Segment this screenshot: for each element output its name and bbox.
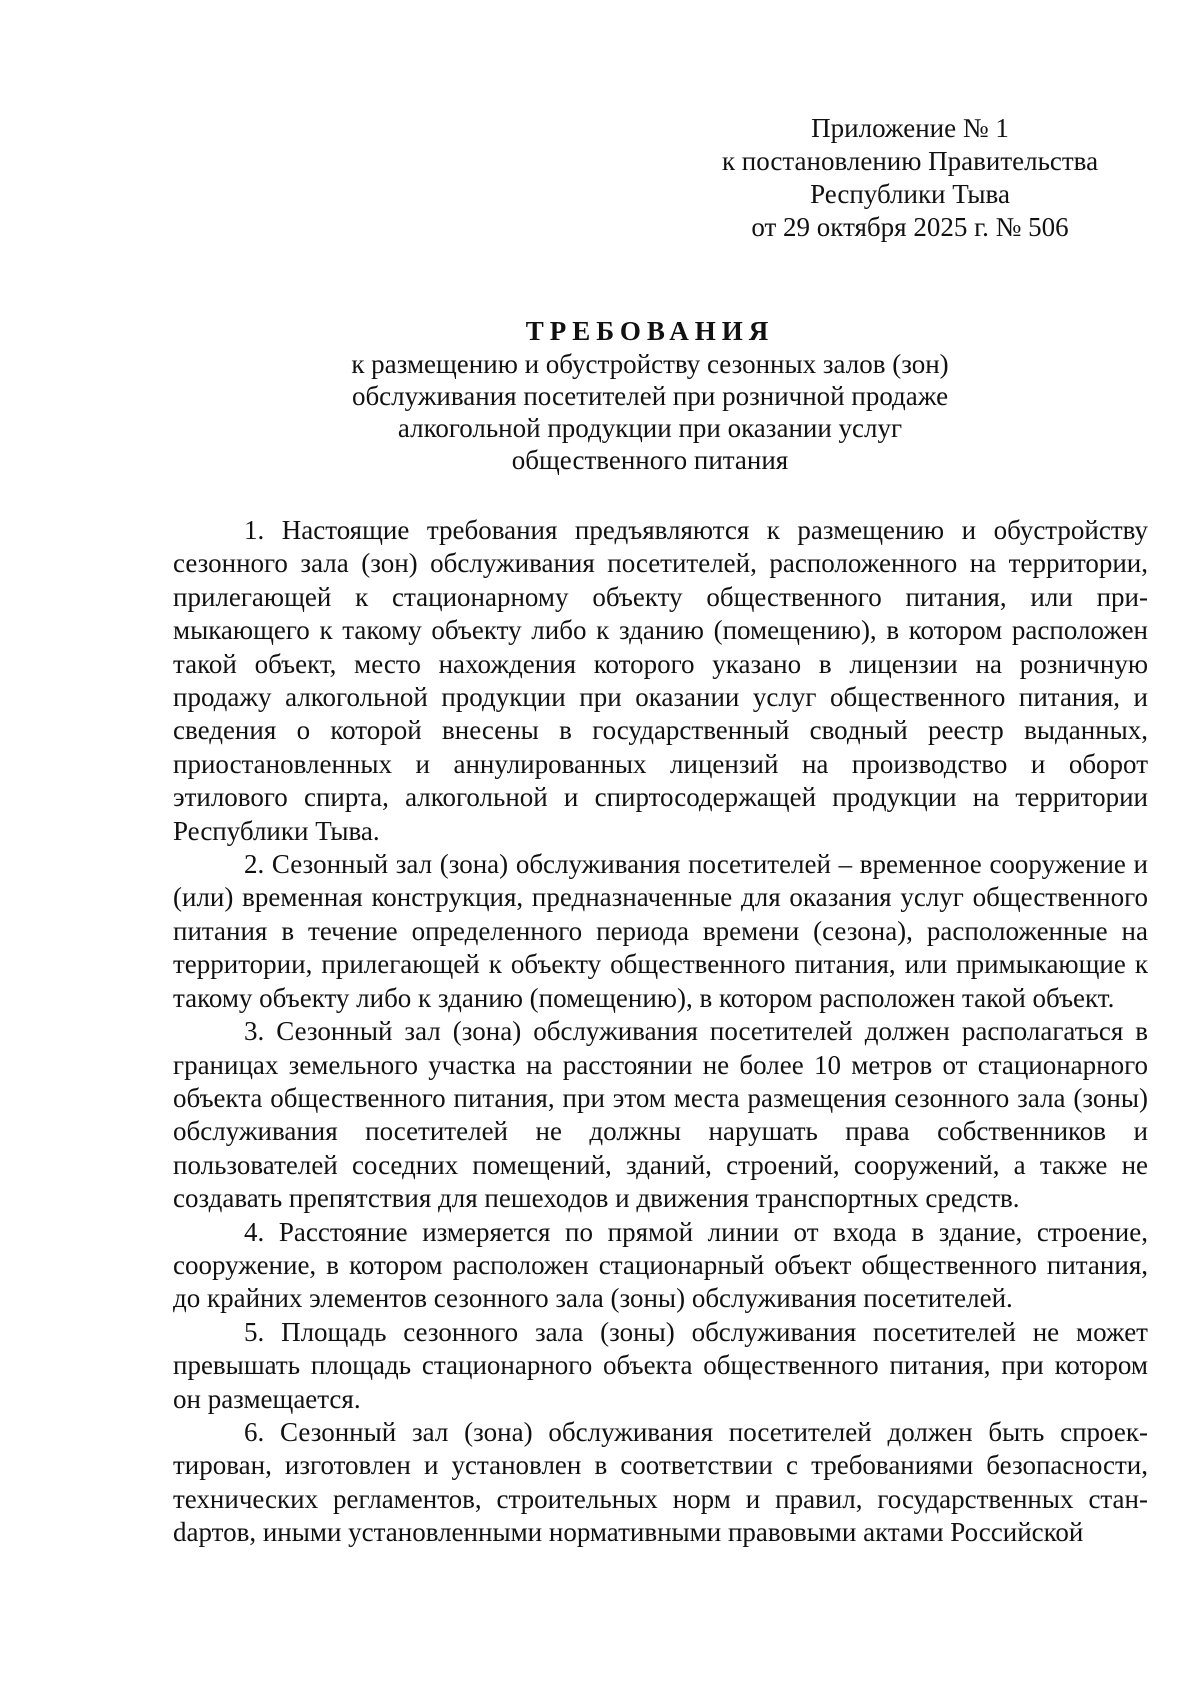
paragraph-5: 5. Площадь сезонного зала (зоны) обслуживания посетителей не может превышать площадь стационарного объекта общественного питания, при котором он размещается. — [173, 1316, 1148, 1414]
paragraph-4: 4. Расстояние измеряется по прямой линии от входа в здание, строение, сооружение, в котором расположен стационарный объект общественного питания, до крайних элементов сезонного зала (зоны) обслуживания посетителей. — [173, 1216, 1148, 1314]
document-title: ТРЕБОВАНИЯ — [525, 316, 775, 346]
subtitle-line: обслуживания посетителей при розничной продаже — [351, 381, 949, 411]
appendix-line: к постановлению Правительства — [721, 146, 1099, 176]
appendix-header — [700, 112, 1120, 244]
paragraph-6: 6. Сезонный зал (зона) обслуживания посетителей должен быть спроектирован, изготовлен и установлен в соответствии с требованиями безопасности, технических регламентов, строительных норм и правил, государственных станdартов, иными установленными нормативными правовыми актами Российской — [173, 1416, 1148, 1548]
subtitle-line: общественного питания — [511, 445, 789, 475]
paragraph-1: 1. Настоящие требования предъявляются к размещению и обустройству сезонного зала (зон) обслуживания посетителей, расположенного на территории, прилегающей к стационарному объекту общественного питания, или примыкающего к такому объекту либо к зданию (помещению), в котором расположен такой объект, место нахождения которого указано в лицензии на розничную продажу алкогольной продукции при оказании услуг общественного питания, и сведения о которой внесены в государственный сводный реестр выданных, приостановленных и аннулированных лицензий на производство и оборот этилового спирта, алкогольной и спиртосодержащей продукции на территории Республики Тыва. — [173, 515, 1148, 846]
paragraph-2: 2. Сезонный зал (зона) обслуживания посетителей – временное сооружение и (или) временная конструкция, предназначенные для оказания услуг общественного питания в течение определенного периода времени (сезона), расположенные на территории, прилегающей к объекту общественного питания, или примыкающие к такому объекту либо к зданию (помещению), в котором расположен такой объект. — [173, 849, 1148, 1013]
appendix-line: Приложение № 1 — [811, 113, 1009, 143]
document-title-block — [170, 315, 1130, 476]
document-body — [173, 514, 1148, 1550]
appendix-line: Республики Тыва — [810, 179, 1010, 209]
subtitle-line: алкогольной продукции при оказании услуг — [397, 413, 903, 443]
document-subtitle — [170, 348, 1130, 476]
appendix-line: от 29 октября 2025 г. № 506 — [751, 212, 1069, 242]
subtitle-line: к размещению и обустройству сезонных залов (зон) — [351, 349, 949, 379]
paragraph-3: 3. Сезонный зал (зона) обслуживания посетителей должен располагаться в границах земельного участка на расстоянии не более 10 метров от стационарного объекта общественного питания, при этом места размещения сезонного зала (зоны) обслуживания посетителей не должны нарушать права собственников и пользователей соседних помещений, зданий, строений, сооружений, а также не создавать препятствия для пешеходов и движения транспортных средств. — [173, 1016, 1148, 1214]
